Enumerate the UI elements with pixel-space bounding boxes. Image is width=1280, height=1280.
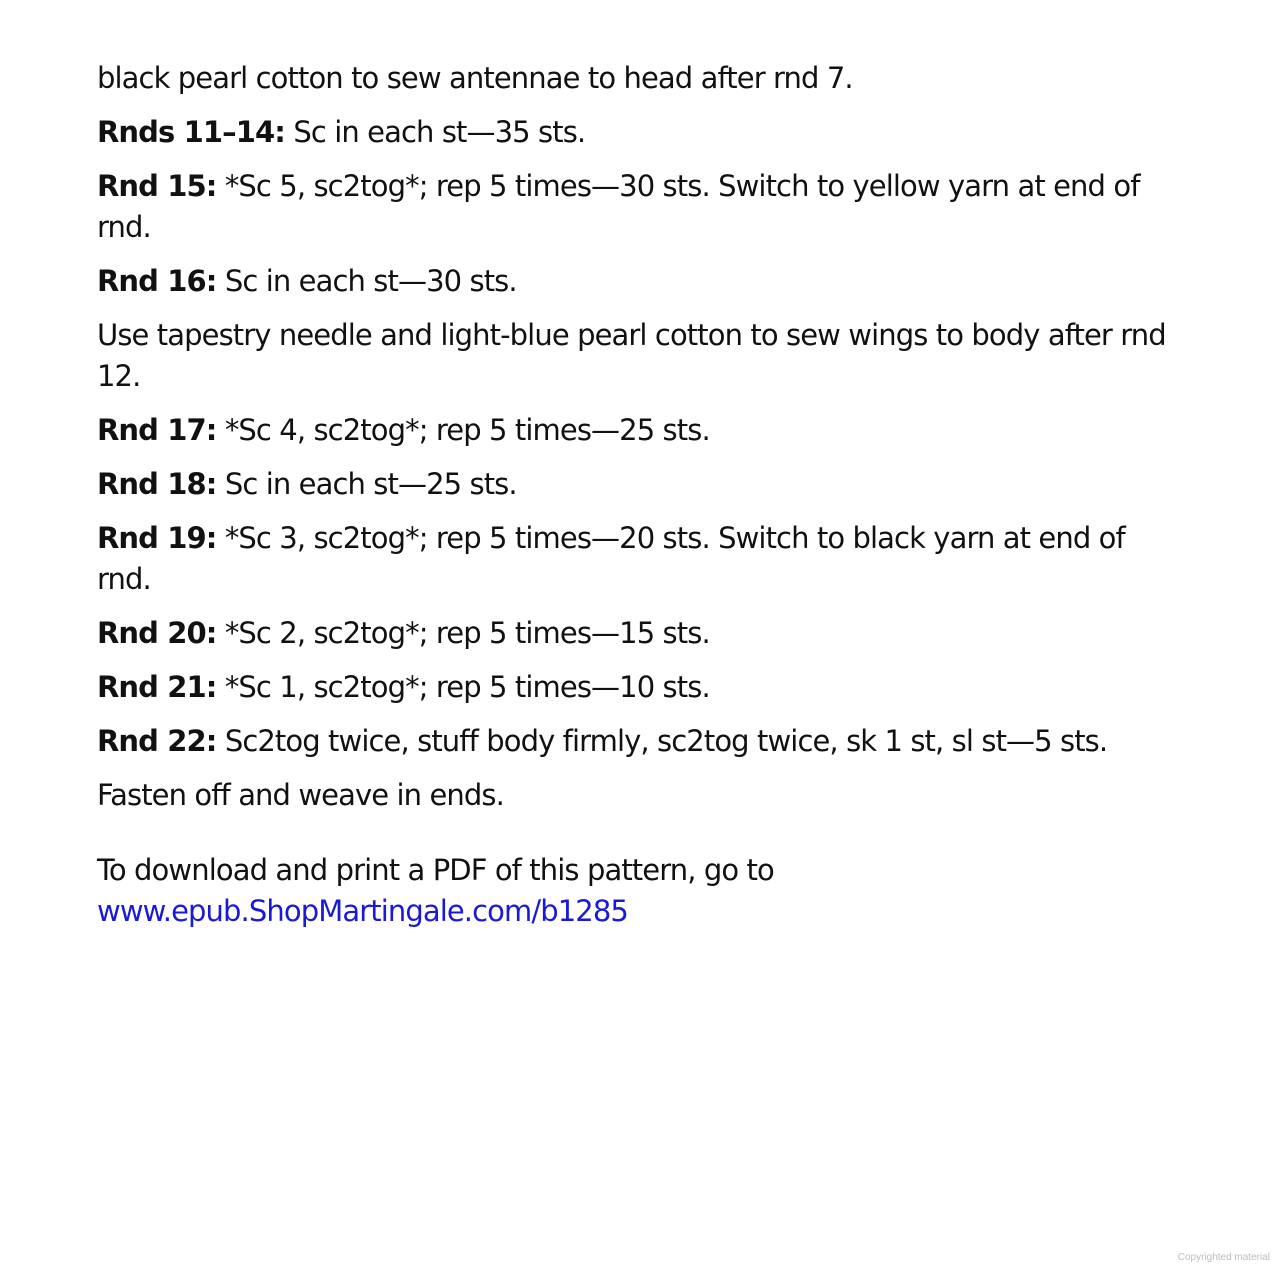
intro-paragraph: black pearl cotton to sew antennae to head after rnd 7. xyxy=(97,61,853,95)
step-rnd-20 xyxy=(97,613,1182,654)
copyright-notice: Copyrighted material xyxy=(1177,1252,1270,1263)
step-text: *Sc 1, sc2tog*; rep 5 times—10 sts. xyxy=(216,670,710,704)
download-text: To download and print a PDF of this pattern, go to xyxy=(97,853,774,887)
step-label: Rnd 20: xyxy=(97,616,217,650)
step-rnd-22 xyxy=(97,721,1182,762)
step-rnds-11-14 xyxy=(97,112,1182,153)
step-label: Rnd 22: xyxy=(97,724,217,758)
step-label: Rnds 11–14: xyxy=(97,115,286,149)
step-rnd-18 xyxy=(97,464,1182,505)
download-paragraph xyxy=(97,850,1182,932)
step-label: Rnd 17: xyxy=(97,413,217,447)
step-rnd-16 xyxy=(97,261,1182,302)
step-label: Rnd 19: xyxy=(97,521,217,555)
step-text: Sc in each st—30 sts. xyxy=(216,264,517,298)
step-label: Rnd 21: xyxy=(97,670,217,704)
step-rnd-17 xyxy=(97,410,1182,451)
step-rnd-21 xyxy=(97,667,1182,708)
step-rnd-15 xyxy=(97,166,1182,248)
pattern-pdf-link[interactable]: www.epub.ShopMartingale.com/b1285 xyxy=(97,894,628,928)
pattern-page xyxy=(97,58,1182,945)
closing-paragraph: Fasten off and weave in ends. xyxy=(97,778,504,812)
step-text: *Sc 2, sc2tog*; rep 5 times—15 sts. xyxy=(216,616,710,650)
step-text: Sc in each st—35 sts. xyxy=(285,115,586,149)
step-label: Rnd 16: xyxy=(97,264,217,298)
step-label: Rnd 18: xyxy=(97,467,217,501)
wings-instruction xyxy=(97,315,1182,397)
step-label: Rnd 15: xyxy=(97,169,217,203)
step-text: *Sc 3, sc2tog*; rep 5 times—20 sts. Switch to black yarn at end of rnd. xyxy=(97,521,1125,596)
step-text: *Sc 4, sc2tog*; rep 5 times—25 sts. xyxy=(216,413,710,447)
step-text: Use tapestry needle and light-blue pearl cotton to sew wings to body after rnd 12. xyxy=(97,318,1166,393)
step-rnd-19 xyxy=(97,518,1182,600)
step-text: Sc in each st—25 sts. xyxy=(216,467,517,501)
step-text: Sc2tog twice, stuff body firmly, sc2tog twice, sk 1 st, sl st—5 sts. xyxy=(216,724,1108,758)
step-text: *Sc 5, sc2tog*; rep 5 times—30 sts. Switch to yellow yarn at end of rnd. xyxy=(97,169,1140,244)
